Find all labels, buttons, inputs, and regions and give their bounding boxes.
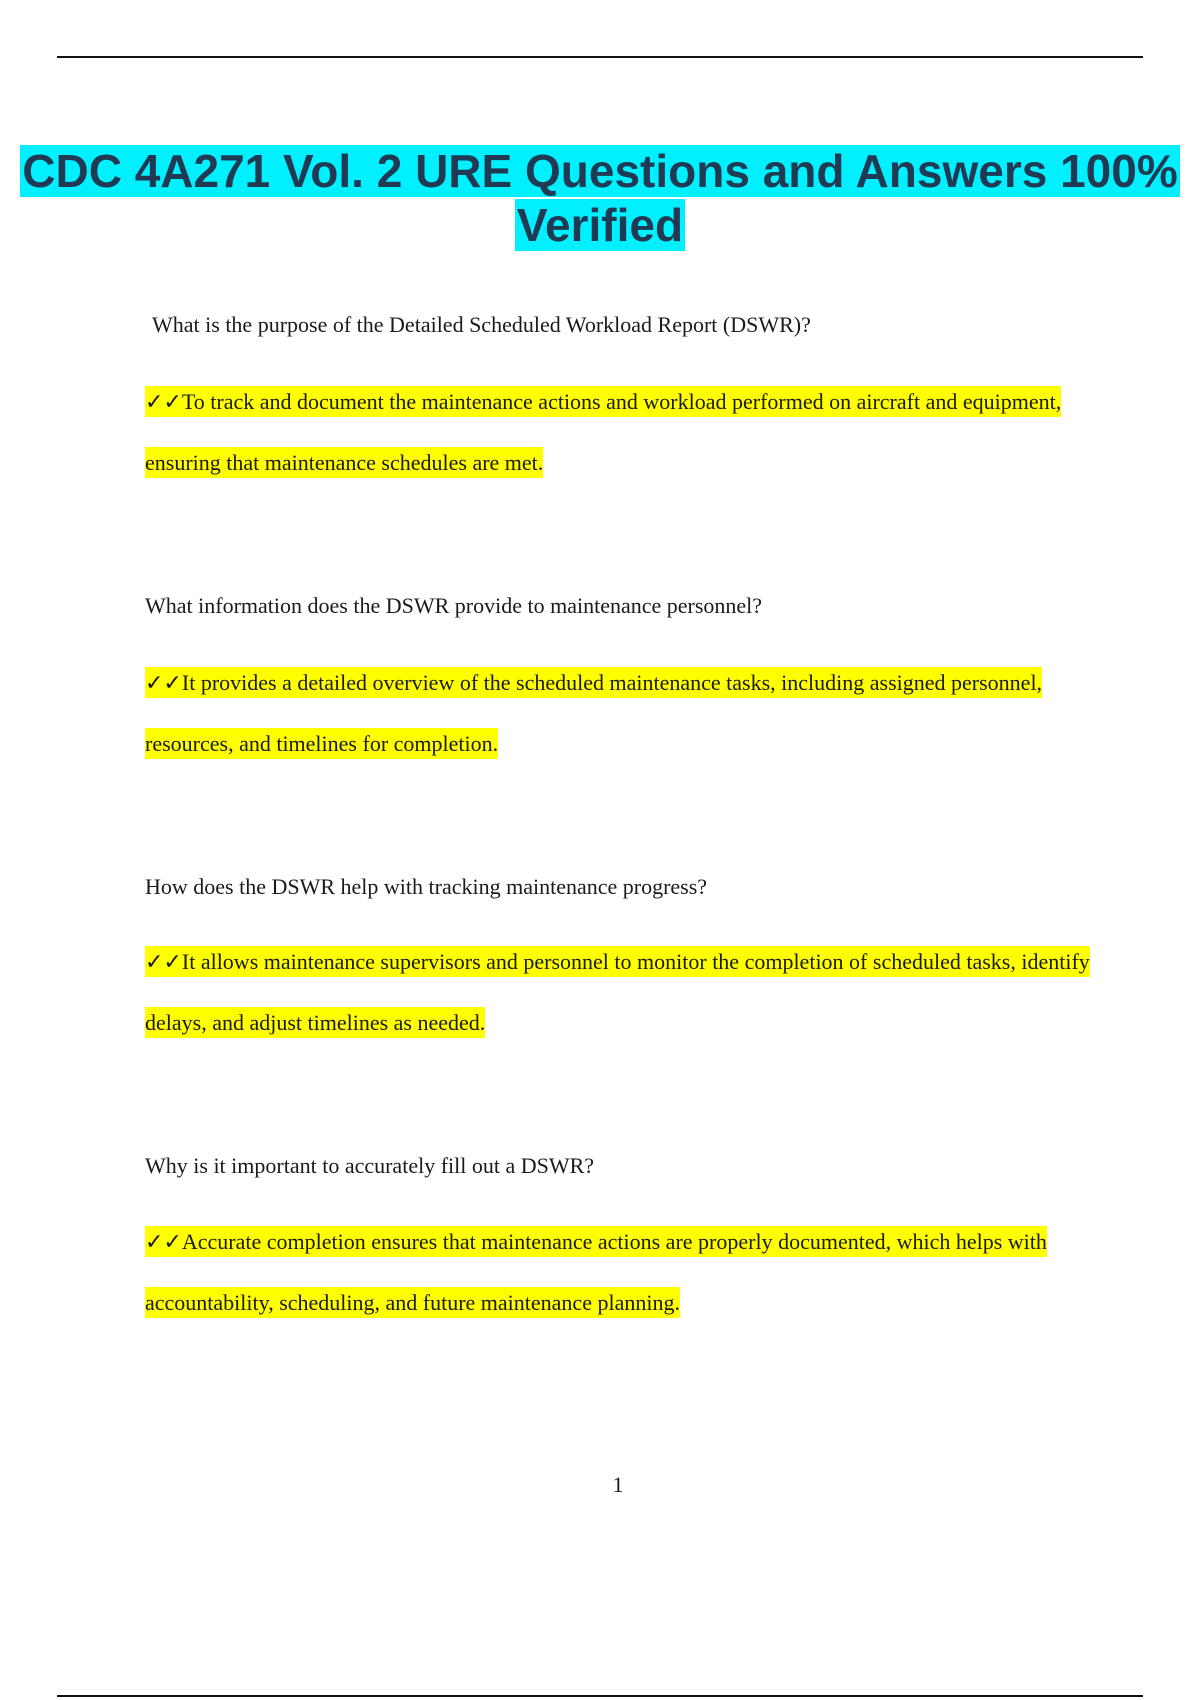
check-mark-icon: ✓✓ <box>145 950 182 975</box>
document-title <box>0 144 1200 252</box>
answer-1-highlight <box>145 386 1061 478</box>
bottom-rule <box>57 1695 1143 1697</box>
top-rule <box>57 56 1143 58</box>
check-mark-icon: ✓✓ <box>145 390 182 415</box>
answer-3-text: It allows maintenance supervisors and personnel to monitor the completion of scheduled tasks, identify delays, and adjust timelines as needed. <box>145 949 1090 1035</box>
question-3: How does the DSWR help with tracking maintenance progress? <box>145 874 708 899</box>
question-2: What information does the DSWR provide to maintenance personnel? <box>145 593 763 618</box>
page-number: 1 <box>612 1472 624 1497</box>
answer-2-text: It provides a detailed overview of the scheduled maintenance tasks, including assigned personnel, resources, and timelines for completion. <box>145 670 1043 756</box>
document-title-text: CDC 4A271 Vol. 2 URE Questions and Answers 100% Verified <box>22 145 1178 251</box>
check-mark-icon: ✓✓ <box>145 1230 182 1255</box>
answer-4 <box>145 1212 1105 1333</box>
answer-2-highlight <box>145 667 1042 759</box>
answer-3 <box>145 932 1105 1053</box>
question-4: Why is it important to accurately fill out a DSWR? <box>145 1153 595 1178</box>
answer-2 <box>145 653 1105 774</box>
check-mark-icon: ✓✓ <box>145 671 182 696</box>
answer-1-text: To track and document the maintenance actions and workload performed on aircraft and equipment, ensuring that maintenance schedules are met. <box>145 389 1062 475</box>
answer-1 <box>145 372 1105 493</box>
answer-3-highlight <box>145 946 1090 1038</box>
question-1: What is the purpose of the Detailed Scheduled Workload Report (DSWR)? <box>152 312 811 337</box>
answer-4-text: Accurate completion ensures that maintenance actions are properly documented, which helps with accountability, scheduling, and future maintenance planning. <box>145 1229 1047 1315</box>
answer-4-highlight <box>145 1226 1047 1318</box>
